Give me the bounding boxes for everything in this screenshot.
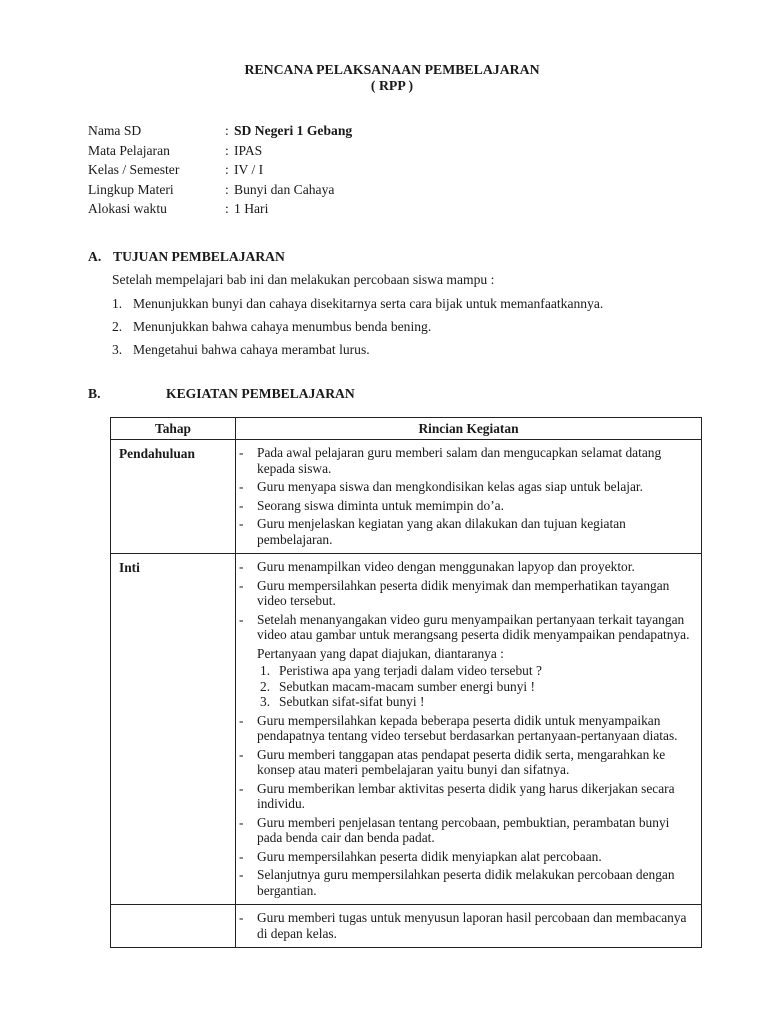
activity-cell (236, 440, 702, 554)
question-item (236, 694, 695, 710)
activity-text: Selanjutnya guru mempersilahkan peserta didik melakukan percobaan dengan bergantian. (257, 867, 675, 898)
activity-text: Guru menjelaskan kegiatan yang akan dilakukan dan tujuan kegiatan pembelajaran. (257, 516, 626, 547)
objective-text: Mengetahui bahwa cahaya merambat lurus. (133, 342, 370, 357)
question-item (236, 679, 695, 695)
bullet-dash: - (239, 497, 244, 513)
objective-number: 3. (112, 342, 123, 357)
activity-text: Guru mempersilahkan peserta didik menyimak dan memperhatikan tayangan video tersebut. (257, 577, 670, 608)
info-colon: : (225, 142, 229, 158)
bullet-dash: - (239, 746, 244, 762)
activity-text: Guru memberikan lembar aktivitas peserta didik yang harus dikerjakan secara individu. (257, 780, 675, 811)
question-number: 1. (260, 663, 271, 678)
bullet-dash: - (239, 867, 244, 882)
bullet-dash: - (239, 848, 244, 864)
header-tahap: Tahap (111, 418, 236, 440)
activity-item (236, 479, 695, 495)
info-colon: : (225, 162, 229, 178)
objectives-intro: Setelah mempelajari bab ini dan melakukan percobaan siswa mampu : (112, 272, 495, 287)
info-label: Alokasi waktu (88, 201, 167, 217)
section-b-number: B. (88, 386, 101, 401)
activity-item (236, 559, 695, 575)
info-value: IPAS (234, 142, 263, 158)
activity-text: Guru mempersilahkan peserta didik menyiapkan alat percobaan. (257, 848, 602, 864)
stage-pendahuluan: Pendahuluan (111, 440, 236, 554)
bullet-dash: - (239, 479, 244, 494)
activity-item (236, 445, 695, 476)
activity-item (236, 612, 695, 643)
activity-item (236, 578, 695, 609)
activity-item (236, 516, 695, 547)
activity-cell (236, 554, 702, 905)
activity-text: Guru menampilkan video dengan menggunakan lapyop dan proyektor. (257, 559, 635, 574)
section-a-heading (88, 249, 285, 265)
activity-text: Guru memberi tanggapan atas pendapat peserta didik serta, mengarahkan ke konsep atau materi pembelajaran yaitu bunyi dan sifatnya. (257, 746, 666, 777)
info-label: Kelas / Semester (88, 162, 180, 178)
activity-text: Seorang siswa diminta untuk memimpin do’a. (257, 497, 504, 513)
activity-text: Guru menyapa siswa dan mengkondisikan kelas agas siap untuk belajar. (257, 479, 644, 494)
stage-empty (111, 905, 236, 948)
bullet-dash: - (239, 445, 244, 460)
question-number: 3. (260, 694, 271, 709)
bullet-dash: - (239, 780, 244, 796)
info-colon: : (225, 201, 229, 217)
activity-text: Guru memberi penjelasan tentang percobaan, pembuktian, perambatan bunyi pada benda cair dan benda padat. (257, 814, 670, 845)
activity-item (236, 713, 695, 744)
objective-number: 1. (112, 296, 123, 311)
info-label: Lingkup Materi (88, 181, 174, 197)
info-colon: : (225, 123, 229, 138)
info-label: Mata Pelajaran (88, 142, 170, 158)
document-subtitle: ( RPP ) (370, 78, 414, 93)
activity-item (236, 910, 695, 941)
info-label: Nama SD (88, 123, 142, 138)
table-row-inti (111, 554, 702, 905)
activity-text: Setelah menanyangakan video guru menyampaikan pertanyaan terkait tayangan video atau gambar untuk merangsang peserta didik menyampaikan pendapatnya. (257, 611, 690, 642)
question-text: Peristiwa apa yang terjadi dalam video tersebut ? (279, 663, 542, 678)
info-value: SD Negeri 1 Gebang (234, 123, 353, 138)
bullet-dash: - (239, 910, 244, 925)
question-text: Sebutkan sifat-sifat bunyi ! (279, 694, 425, 709)
activity-item (236, 498, 695, 514)
objective-number: 2. (112, 319, 123, 334)
bullet-dash: - (239, 814, 244, 830)
stage-inti: Inti (111, 554, 236, 905)
objective-text: Menunjukkan bahwa cahaya menumbus benda bening. (133, 319, 432, 334)
info-value: Bunyi dan Cahaya (234, 181, 335, 197)
section-b-title: KEGIATAN PEMBELAJARAN (166, 386, 355, 401)
activity-item (236, 747, 695, 778)
activity-item (236, 781, 695, 812)
section-a-title: TUJUAN PEMBELAJARAN (113, 249, 285, 264)
activity-item (236, 867, 695, 898)
bullet-dash: - (239, 611, 244, 627)
activity-cell (236, 905, 702, 948)
activities-table (110, 417, 702, 948)
question-text: Sebutkan macam-macam sumber energi bunyi ! (279, 678, 535, 694)
info-value: 1 Hari (234, 201, 269, 217)
header-rincian-kegiatan: Rincian Kegiatan (236, 418, 702, 440)
info-value: IV / I (234, 162, 264, 178)
table-row-closing (111, 905, 702, 948)
objective-text: Menunjukkan bunyi dan cahaya disekitarnya serta cara bijak untuk memanfaatkannya. (133, 296, 604, 311)
document-title: RENCANA PELAKSANAAN PEMBELAJARAN (244, 62, 540, 77)
table-row-pendahuluan (111, 440, 702, 554)
activity-text: Guru mempersilahkan kepada beberapa peserta didik untuk menyampaikan pendapatnya tentang video tersebut berdasarkan pertanyaan-pertanyaan diatas. (257, 712, 678, 743)
bullet-dash: - (239, 577, 244, 593)
table-header-row (111, 418, 702, 440)
question-number: 2. (260, 678, 271, 694)
bullet-dash: - (239, 516, 244, 531)
activity-text: Guru memberi tugas untuk menyusun laporan hasil percobaan dan membacanya di depan kelas. (257, 910, 687, 941)
activity-item (236, 815, 695, 846)
info-colon: : (225, 181, 229, 197)
questions-intro: Pertanyaan yang dapat diajukan, diantaranya : (257, 645, 504, 661)
bullet-dash: - (239, 712, 244, 728)
question-item (236, 663, 695, 679)
activity-text: Pada awal pelajaran guru memberi salam dan mengucapkan selamat datang kepada siswa. (257, 445, 662, 476)
activity-item (236, 849, 695, 865)
bullet-dash: - (239, 559, 244, 574)
section-a-number: A. (88, 249, 102, 264)
